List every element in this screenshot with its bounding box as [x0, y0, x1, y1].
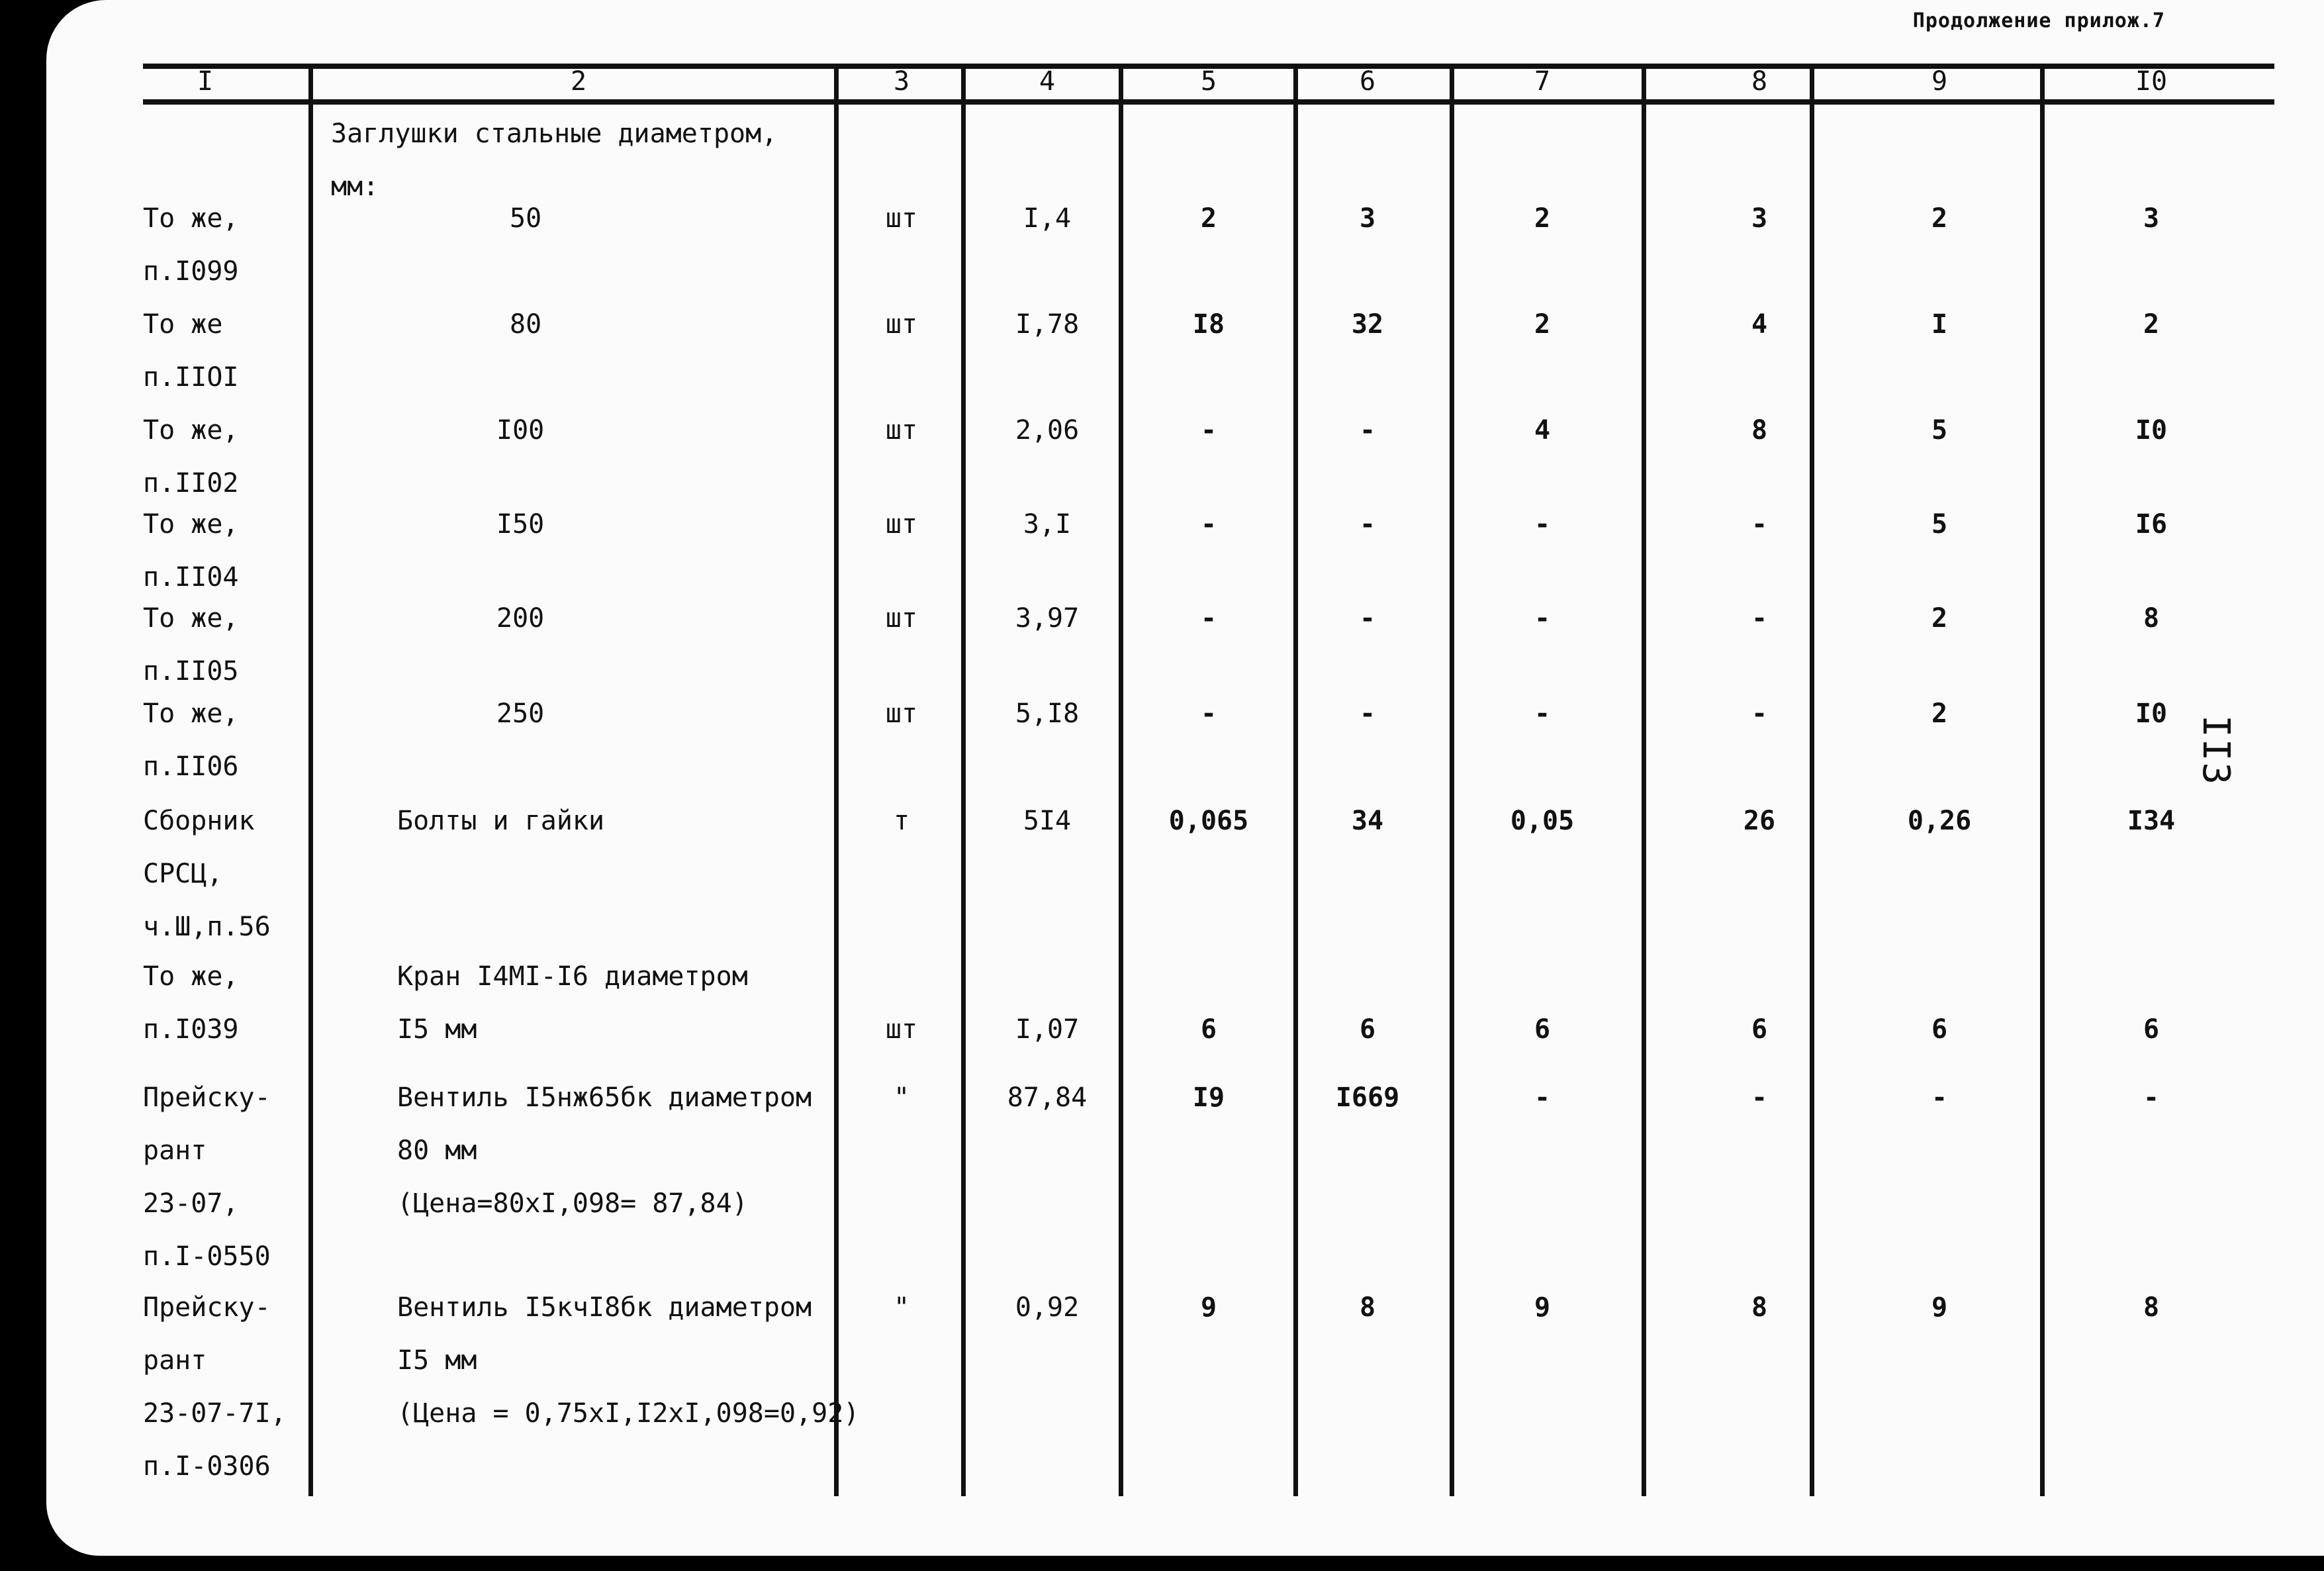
price-cell: 87,84: [1007, 1082, 1088, 1113]
quantity-cell: -: [1359, 603, 1376, 634]
price-cell: 3,I: [1023, 509, 1072, 540]
intro-line: Заглушки стальные диаметром,: [331, 119, 778, 149]
quantity-cell: -: [1534, 1082, 1551, 1113]
quantity-cell: 0,05: [1510, 806, 1575, 836]
source-line: Прейску-: [143, 1082, 271, 1113]
quantity-cell: 3: [1751, 203, 1768, 234]
item-name-line: 80: [510, 309, 542, 340]
quantity-cell: 0,26: [1907, 806, 1972, 836]
unit-cell: ": [893, 1082, 910, 1113]
quantity-cell: 6: [1931, 1014, 1948, 1045]
source-reference: [143, 950, 239, 1056]
quantity-cell: -: [1751, 698, 1768, 729]
unit-cell: шт: [885, 203, 918, 234]
quantity-cell: -: [1534, 698, 1551, 729]
document-page: [46, 0, 2324, 1556]
intro-line: мм:: [331, 171, 379, 202]
quantity-cell: -: [1534, 603, 1551, 634]
source-line: Сборник: [143, 806, 255, 836]
column-header-7: 7: [1534, 66, 1551, 97]
source-line: п.II06: [143, 751, 239, 782]
quantity-cell: -: [1931, 1082, 1948, 1113]
item-name-line: Болты и гайки: [397, 806, 605, 836]
quantity-cell: 2: [2143, 309, 2160, 340]
quantity-cell: 2: [1931, 203, 1948, 234]
unit-cell: шт: [885, 603, 918, 634]
source-line: То же,: [143, 203, 239, 234]
source-line: п.II02: [143, 468, 239, 499]
source-reference: [143, 498, 239, 604]
source-reference: [143, 1281, 287, 1493]
quantity-cell: 6: [2143, 1014, 2160, 1045]
column-divider: [961, 64, 966, 1496]
price-cell: 2,06: [1015, 415, 1080, 446]
source-line: п.I039: [143, 1014, 239, 1045]
quantity-cell: 6: [1534, 1014, 1551, 1045]
quantity-cell: -: [1751, 603, 1768, 634]
item-name: [510, 192, 541, 245]
source-line: рант: [143, 1135, 207, 1166]
column-divider: [1119, 64, 1123, 1496]
quantity-cell: 2: [1931, 603, 1948, 634]
column-divider: [1810, 64, 1814, 1496]
intro-text: [331, 107, 777, 213]
quantity-cell: 34: [1351, 806, 1384, 836]
column-header-6: 6: [1359, 66, 1376, 97]
quantity-cell: 3: [2143, 203, 2160, 234]
column-divider: [308, 64, 313, 1496]
quantity-cell: 4: [1751, 309, 1768, 340]
quantity-cell: 32: [1351, 309, 1384, 340]
quantity-cell: I8: [1192, 309, 1225, 340]
quantity-cell: 9: [1534, 1292, 1551, 1323]
source-reference: [143, 687, 239, 793]
item-name-line: (Цена=80хI,098= 87,84): [397, 1188, 748, 1219]
item-name: [496, 592, 544, 645]
source-line: п.I-0550: [143, 1241, 271, 1272]
unit-cell: шт: [885, 309, 918, 340]
quantity-cell: 8: [1751, 1292, 1768, 1323]
quantity-cell: -: [1751, 509, 1768, 540]
item-name-line: Вентиль I5нж65бк диаметром: [397, 1082, 812, 1113]
column-header-5: 5: [1200, 66, 1217, 97]
source-line: СРСЦ,: [143, 859, 223, 889]
price-cell: 3,97: [1015, 603, 1080, 634]
quantity-cell: 2: [1200, 203, 1217, 234]
quantity-cell: 5: [1931, 415, 1948, 446]
quantity-cell: -: [1200, 698, 1217, 729]
quantity-cell: -: [1200, 603, 1217, 634]
unit-cell: т: [893, 806, 910, 836]
unit-cell: шт: [885, 698, 918, 729]
item-name-line: 50: [510, 203, 542, 234]
source-line: п.I099: [143, 256, 239, 287]
item-name: [397, 794, 604, 847]
column-header-3: 3: [893, 66, 910, 97]
price-cell: I,78: [1015, 309, 1080, 340]
source-line: То же,: [143, 603, 239, 634]
item-name-line: 250: [496, 698, 545, 729]
quantity-cell: 5: [1931, 509, 1948, 540]
item-name: [397, 950, 748, 1056]
quantity-cell: -: [1200, 509, 1217, 540]
column-header-9: 9: [1931, 66, 1948, 97]
column-header-10: I0: [2135, 66, 2168, 97]
item-name: [496, 498, 544, 551]
quantity-cell: I0: [2135, 415, 2168, 446]
source-line: рант: [143, 1345, 207, 1376]
item-name-line: 80 мм: [397, 1135, 477, 1166]
quantity-cell: -: [1751, 1082, 1768, 1113]
column-header-4: 4: [1039, 66, 1056, 97]
item-name-line: I5 мм: [397, 1345, 477, 1376]
quantity-cell: 4: [1534, 415, 1551, 446]
unit-cell: шт: [885, 415, 918, 446]
source-line: п.II04: [143, 562, 239, 593]
unit-cell: шт: [885, 509, 918, 540]
item-name: [496, 687, 544, 740]
item-name: [397, 1071, 812, 1230]
quantity-cell: 2: [1931, 698, 1948, 729]
source-reference: [143, 298, 239, 404]
quantity-cell: 6: [1751, 1014, 1768, 1045]
source-line: То же,: [143, 415, 239, 446]
source-line: п.IIOI: [143, 362, 239, 393]
quantity-cell: 8: [2143, 1292, 2160, 1323]
item-name-line: I00: [496, 415, 545, 446]
quantity-cell: I9: [1192, 1082, 1225, 1113]
source-line: То же,: [143, 509, 239, 540]
quantity-cell: 9: [1200, 1292, 1217, 1323]
price-cell: I,07: [1015, 1014, 1080, 1045]
quantity-cell: I: [1931, 309, 1948, 340]
source-line: 23-07-7I,: [143, 1398, 287, 1429]
item-name-line: I50: [496, 509, 545, 540]
item-name-line: Вентиль I5кчI8бк диаметром: [397, 1292, 812, 1323]
quantity-cell: -: [1200, 415, 1217, 446]
quantity-cell: 6: [1200, 1014, 1217, 1045]
quantity-cell: -: [1359, 415, 1376, 446]
source-line: п.I-0306: [143, 1451, 271, 1482]
item-name-line: Кран I4МI-I6 диаметром: [397, 961, 748, 992]
column-header-2: 2: [570, 66, 587, 97]
item-name-line: 200: [496, 603, 545, 634]
quantity-cell: -: [1534, 509, 1551, 540]
item-name-line: I5 мм: [397, 1014, 477, 1045]
quantity-cell: 8: [1751, 415, 1768, 446]
item-name: [510, 298, 541, 351]
column-header-1: I: [197, 66, 214, 97]
column-divider: [2040, 64, 2045, 1496]
quantity-cell: I0: [2135, 698, 2168, 729]
quantity-cell: -: [1359, 698, 1376, 729]
item-name: [496, 404, 544, 457]
price-cell: 5I4: [1023, 806, 1072, 836]
quantity-cell: I34: [2127, 806, 2176, 836]
header-bottom-rule: [143, 99, 2274, 105]
source-line: ч.Ш,п.56: [143, 912, 271, 942]
source-line: То же,: [143, 961, 239, 992]
quantity-cell: -: [2143, 1082, 2160, 1113]
quantity-cell: 9: [1931, 1292, 1948, 1323]
source-reference: [143, 404, 239, 510]
column-divider: [1642, 64, 1646, 1496]
source-line: Прейску-: [143, 1292, 271, 1323]
source-reference: [143, 1071, 271, 1283]
price-cell: 0,92: [1015, 1292, 1080, 1323]
header-caption: Продолжение прилож.7: [1912, 9, 2165, 32]
quantity-cell: I669: [1335, 1082, 1400, 1113]
quantity-cell: 6: [1359, 1014, 1376, 1045]
quantity-cell: 2: [1534, 203, 1551, 234]
source-reference: [143, 794, 271, 953]
column-header-8: 8: [1751, 66, 1768, 97]
item-name-line: (Цена = 0,75хI,I2хI,098=0,92): [397, 1398, 860, 1429]
quantity-cell: 0,065: [1168, 806, 1249, 836]
quantity-cell: 26: [1743, 806, 1776, 836]
unit-cell: шт: [885, 1014, 918, 1045]
source-line: То же: [143, 309, 223, 340]
item-name: [397, 1281, 859, 1440]
unit-cell: ": [893, 1292, 910, 1323]
quantity-cell: 2: [1534, 309, 1551, 340]
column-divider: [1293, 64, 1298, 1496]
quantity-cell: -: [1359, 509, 1376, 540]
source-line: То же,: [143, 698, 239, 729]
source-reference: [143, 592, 239, 698]
source-reference: [143, 192, 239, 298]
page-number: II3: [2194, 715, 2237, 786]
quantity-cell: I6: [2135, 509, 2168, 540]
quantity-cell: 3: [1359, 203, 1376, 234]
source-line: п.II05: [143, 656, 239, 687]
quantity-cell: 8: [2143, 603, 2160, 634]
price-cell: 5,I8: [1015, 698, 1080, 729]
source-line: 23-07,: [143, 1188, 239, 1219]
quantity-cell: 8: [1359, 1292, 1376, 1323]
column-divider: [1450, 64, 1454, 1496]
price-cell: I,4: [1023, 203, 1072, 234]
